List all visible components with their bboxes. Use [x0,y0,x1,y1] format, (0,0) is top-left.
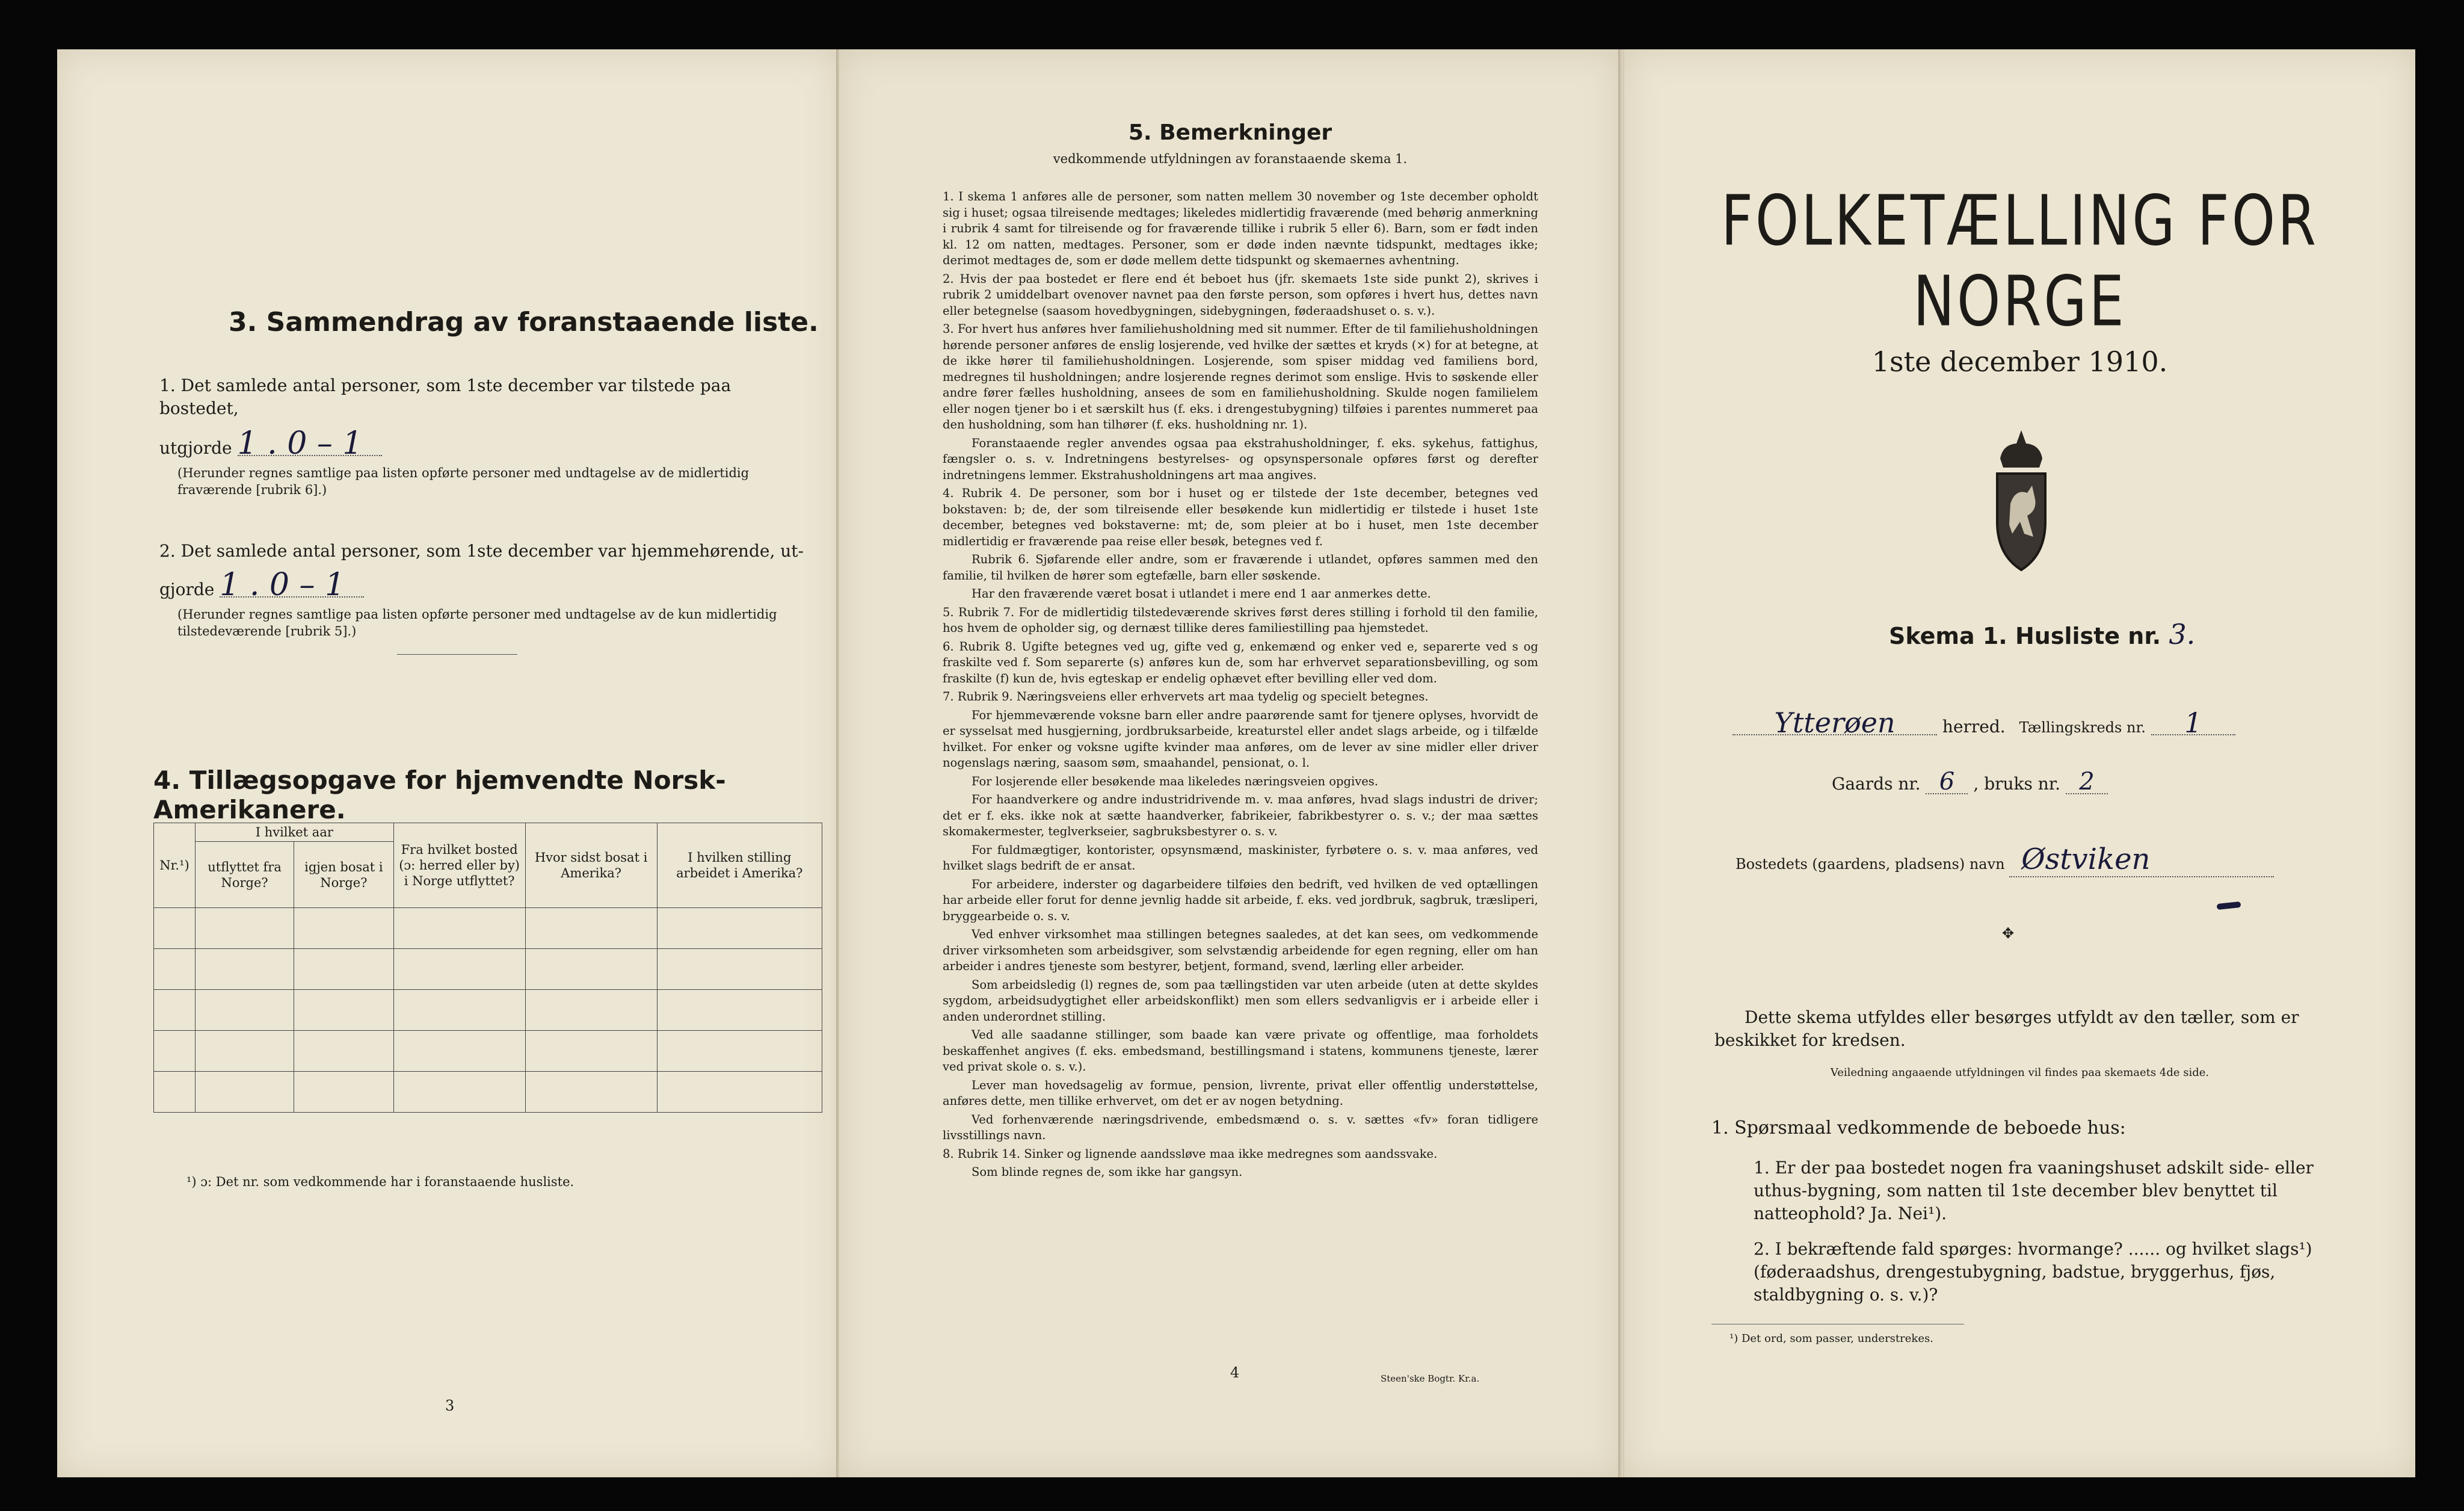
kreds-value: 1 [2151,711,2235,735]
col-from-where: Fra hvilket bosted (ɔ: herred eller by) i Norge utflyttet? [393,823,525,908]
gaards-value: 6 [1926,770,1968,794]
col-last-america: Hvor sidst bosat i Amerika? [525,823,657,908]
summary-item-2-value: 1 . 0 – 1 [220,573,364,598]
page-4 [839,49,1621,1477]
remarks-subtitle: vedkommende utfyldningen av foranstaaende skema 1. [1053,152,1408,166]
husliste-number: 3. [2169,618,2196,650]
ink-mark [2217,901,2241,910]
summary-item-2-prefix: gjorde [159,579,215,599]
printer-mark: Steen'ske Bogtr. Kr.a. [1381,1373,1480,1384]
bosted-value: Østviken [2009,842,2274,877]
summary-item-2-line: 2. Det samlede antal personer, som 1ste december var hjemmehørende, ut- [159,541,804,561]
summary-item-2 [159,540,815,640]
table-footnote: ¹) ɔ: Det nr. som vedkommende har i foranstaaende husliste. [186,1175,574,1189]
herred-value: Ytterøen [1732,711,1937,735]
remark-paragraph: For haandverkere og andre industridrivende m. v. maa anføres, hvad slags industri de driver; det er f. eks. ikke nok at sætte haandverker, fabrikeier, fabrikbestyrer o. s. v.; der maa sættes skomakermester, teglverkseier, sagbruksbestyrer o. s. v. [943,793,1538,838]
schema-label [1889,618,2195,650]
summary-item-1-value: 1 . 0 – 1 [238,432,382,456]
table-row [154,1072,822,1113]
col-returned: igjen bosat i Norge? [294,842,393,908]
divider [397,654,517,655]
ornament-icon: ✥ [2002,925,2015,942]
remark-paragraph: For fuldmægtiger, kontorister, opsynsmænd, maskinister, fyrbøtere o. s. v. maa anføres, ved hvilket slags bedrift de er ansat. [943,842,1538,873]
question-2: 2. I bekræftende fald spørges: hvormange? ...... og hvilket slags¹) (føderaadshus, drengestubygning, badstue, bryggerhus, fjøs, staldbygning o. s. v.)? [1754,1239,2312,1305]
remark-paragraph: Har den fraværende været bosat i utlandet i mere end 1 aar anmerkes dette. [972,587,1431,601]
remark-paragraph: For losjerende eller besøkende maa likeledes næringsveien opgives. [972,774,1378,788]
schema-label-text: Skema 1. Husliste nr. [1889,623,2161,649]
remark-paragraph: 5. Rubrik 7. For de midlertidig tilstedeværende skrives først deres stilling i forhold til den familie, hos hvem de opholder sig, og dernæst tillike deres familiestilling paa hjemstedet. [943,605,1538,635]
remark-paragraph: 8. Rubrik 14. Sinker og lignende aandssløve maa ikke medregnes som aandssvake. [943,1146,1438,1161]
remarks-body [943,189,1538,1183]
table-row [154,1031,822,1072]
remark-paragraph: 7. Rubrik 9. Næringsveiens eller erhvervets art maa tydelig og specielt betegnes. [943,690,1429,703]
question-section-title: 1. Spørsmaal vedkommende de beboede hus: [1711,1117,2126,1139]
herred-label: herred. [1942,717,2006,737]
remark-paragraph: 1. I skema 1 anføres alle de personer, som natten mellem 30 november og 1ste december opholdt sig i huset; ogsaa tilreisende medtages; likeledes midlertidig fraværende (med behørig anmerkning i rubrik 4 samt for tilreisende og for fraværende tillike i rubrik 5 eller 6). Barn, som er født inden kl. 12 om natten, medtages. Personer, som er døde inden nævnte tidspunkt, medtages ikke; derimot medtages de, som er døde mellem dette tidspunkt og skemaernes avhentning. [943,190,1538,267]
remark-paragraph: Foranstaaende regler anvendes ogsaa paa ekstrahusholdninger, f. eks. sykehus, fattighus, fængsler o. s. v. Indretningens bestyrelses- og opsynspersonale opføres først og derefter indretningens lemmer. Ekstrahusholdningens art maa angives. [943,436,1538,482]
col-year-group: I hvilket aar [196,823,394,842]
bruks-label: , bruks nr. [1973,774,2061,794]
table-row [154,908,822,949]
gaards-line [1832,770,2108,796]
remark-paragraph: 4. Rubrik 4. De personer, som bor i huset og er tilstede der 1ste december, betegnes ved bokstaven: b; de, der som tilreisende eller besøkende kun midlertidig er tilstede i huset 1ste december, betegnes ved bokstaverne: mt; de, som pleier at bo i huset, men 1ste december midlertidig er fraværende paa reise eller besøk, betegnes ved f. [943,486,1538,548]
coat-of-arms-icon [1967,425,2075,576]
table-row [154,949,822,990]
remark-paragraph: Som arbeidsledig (l) regnes de, som paa tællingstiden var uten arbeide (uten at dette skyldes sygdom, arbeidsudygtighet eller arbeidskonflikt) men som ellers sedvanligvis er i arbeide eller i anden underordnet stilling. [943,977,1538,1024]
question-1: 1. Er der paa bostedet nogen fra vaaningshuset adskilt side- eller uthus-bygning, som natten til 1ste december blev benyttet til natteophold? Ja. Nei¹). [1754,1158,2314,1223]
summary-item-2-note: (Herunder regnes samtlige paa listen opførte personer med undtagelse av de kun midlertidig tilstedeværende [rubrik 5].) [177,607,777,638]
page-number: 4 [1230,1364,1240,1381]
remark-paragraph: Rubrik 6. Sjøfarende eller andre, som er fraværende i utlandet, opføres sammen med den familie, til hvilken de hører som egtefælle, barn eller søskende. [943,552,1538,582]
page-1-cover [1624,49,2415,1477]
remark-paragraph: 6. Rubrik 8. Ugifte betegnes ved ug, gifte ved g, enkemænd og enker ved e, separerte ved s og fraskilte ved f. Som separerte (s) anføres kun de, som har erhvervet separationsbevilling, og som fraskilte (f) kun de, hvis egteskap er endelig ophævet efter bevilling eller ved dom. [943,639,1538,685]
remark-paragraph: For arbeidere, inderster og dagarbeidere tilføies den bedrift, ved hvilken de ved optællingen har arbeide eller forut for denne jevnlig hadde sit arbeide, f. eks. ved jordbruk, sagbruk, træsliperi, bryggearbeide o. s. v. [943,877,1538,923]
remarks-title: 5. Bemerkninger [1128,120,1332,145]
summary-item-1-prefix: utgjorde [159,438,232,458]
norsk-amerikanere-table [153,823,822,1113]
remark-paragraph: For hjemmeværende voksne barn eller andre paarørende samt for tjenere oplyses, hvorvidt de er sysselsat med husgjerning, jordbruksarbeide, kreaturstel eller andet slags arbeide, og i tilfælde hvilket. For enker og voksne ugifte kvinder maa anføres, om de lever av sine midler eller driver nogenslags næring, saasom søm, smaahandel, pensionat, o. l. [943,708,1538,770]
bruks-value: 2 [2066,770,2108,794]
page-number: 3 [445,1397,455,1414]
col-nr: Nr.¹) [154,823,196,908]
col-emigrated: utflyttet fra Norge? [196,842,294,908]
section-4-title: 4. Tillægsopgave for hjemvendte Norsk-Amerikanere. [153,765,726,824]
col-position: I hvilken stilling arbeidet i Amerika? [657,823,822,908]
intro-line-2: beskikket for kredsen. [1714,1030,1906,1050]
intro-line-1: Dette skema utfyldes eller besørges utfyldt av den tæller, som er [1745,1007,2299,1027]
remark-paragraph: Ved enhver virksomhet maa stillingen betegnes saaledes, at det kan sees, om vedkommende driver virksomheten som arbeidsgiver, som selvstændig arbeidende for egen regning, eller om han arbeider i andres tjeneste som bestyrer, betjent, formand, svend, lærling eller arbeider. [943,927,1538,973]
remark-paragraph: 3. For hvert hus anføres hver familiehusholdning med sit nummer. Efter de til familiehusholdningen hørende personer anføres de enslig losjerende, ved hvilke der sættes et kryds (×) for at betegne, at de ikke hører til familiehusholdningen. Losjerende, som spiser middag ved familiens bord, medregnes til husholdningen; andre losjerende regnes derimot som enslige. Hvis to søskende eller andre fører fælles husholdning, ansees de som en familiehusholdning. Skulde nogen familielem eller nogen tjener bo i et særskilt hus (f. eks. i drengestubygning) tilføies i parentes nummeret paa den husholdning, som han tilhører (f. eks. husholdning nr. 1). [943,322,1538,431]
gaards-label: Gaards nr. [1832,774,1921,794]
bosted-label: Bostedets (gaardens, pladsens) navn [1736,856,2005,873]
remark-paragraph: Som blinde regnes de, som ikke har gangsyn. [972,1165,1243,1179]
kreds-label: Tællingskreds nr. [2019,719,2146,736]
summary-item-1-note: (Herunder regnes samtlige paa listen opførte personer med undtagelse av de midlertidig fraværende [rubrik 6].) [177,466,750,497]
herred-line [1732,706,2364,739]
summary-item-1-line: 1. Det samlede antal personer, som 1ste december var tilstede paa bostedet, [159,375,732,418]
summary-item-1 [159,374,815,498]
table-row [154,990,822,1031]
page-3 [57,49,839,1477]
remark-paragraph: Ved alle saadanne stillinger, som baade kan være private og offentlige, maa forholdets beskaffenhet angives (f. eks. embedsmand, bestillingsmand i statens, kommunens tjeneste, lærer ved privat skole o. s. v.). [943,1028,1538,1074]
census-title: FOLKETÆLLING FOR NORGE [1720,181,2319,342]
section-3-title: 3. Sammendrag av foranstaaende liste. [229,307,819,338]
bosted-line [1736,842,2274,877]
intro-text [1714,1006,2352,1052]
remark-paragraph: Lever man hovedsagelig av formue, pension, livrente, privat eller offentlig understøttelse, anføres dette, men tillike erhvervet, om det er av nogen betydning. [943,1078,1538,1108]
census-date: 1ste december 1910. [1871,345,2168,378]
remark-paragraph: 2. Hvis der paa bostedet er flere end ét beboet hus (jfr. skemaets 1ste side punkt 2), skrives i rubrik 2 umiddelbart ovenover navnet paa den første person, som opføres i hvert hus, dettes navn eller betegnelse (saasom hovedbygningen, sidebygningen, føderaadshuset o. s. v.). [943,271,1538,318]
guidance-note: Veiledning angaaende utfyldningen vil findes paa skemaets 4de side. [1830,1066,2210,1079]
remark-paragraph: Ved forhenværende næringsdrivende, embedsmænd o. s. v. sættes «fv» foran tidligere livsstillings navn. [943,1112,1538,1142]
footnote: ¹) Det ord, som passer, understrekes. [1729,1332,1933,1345]
